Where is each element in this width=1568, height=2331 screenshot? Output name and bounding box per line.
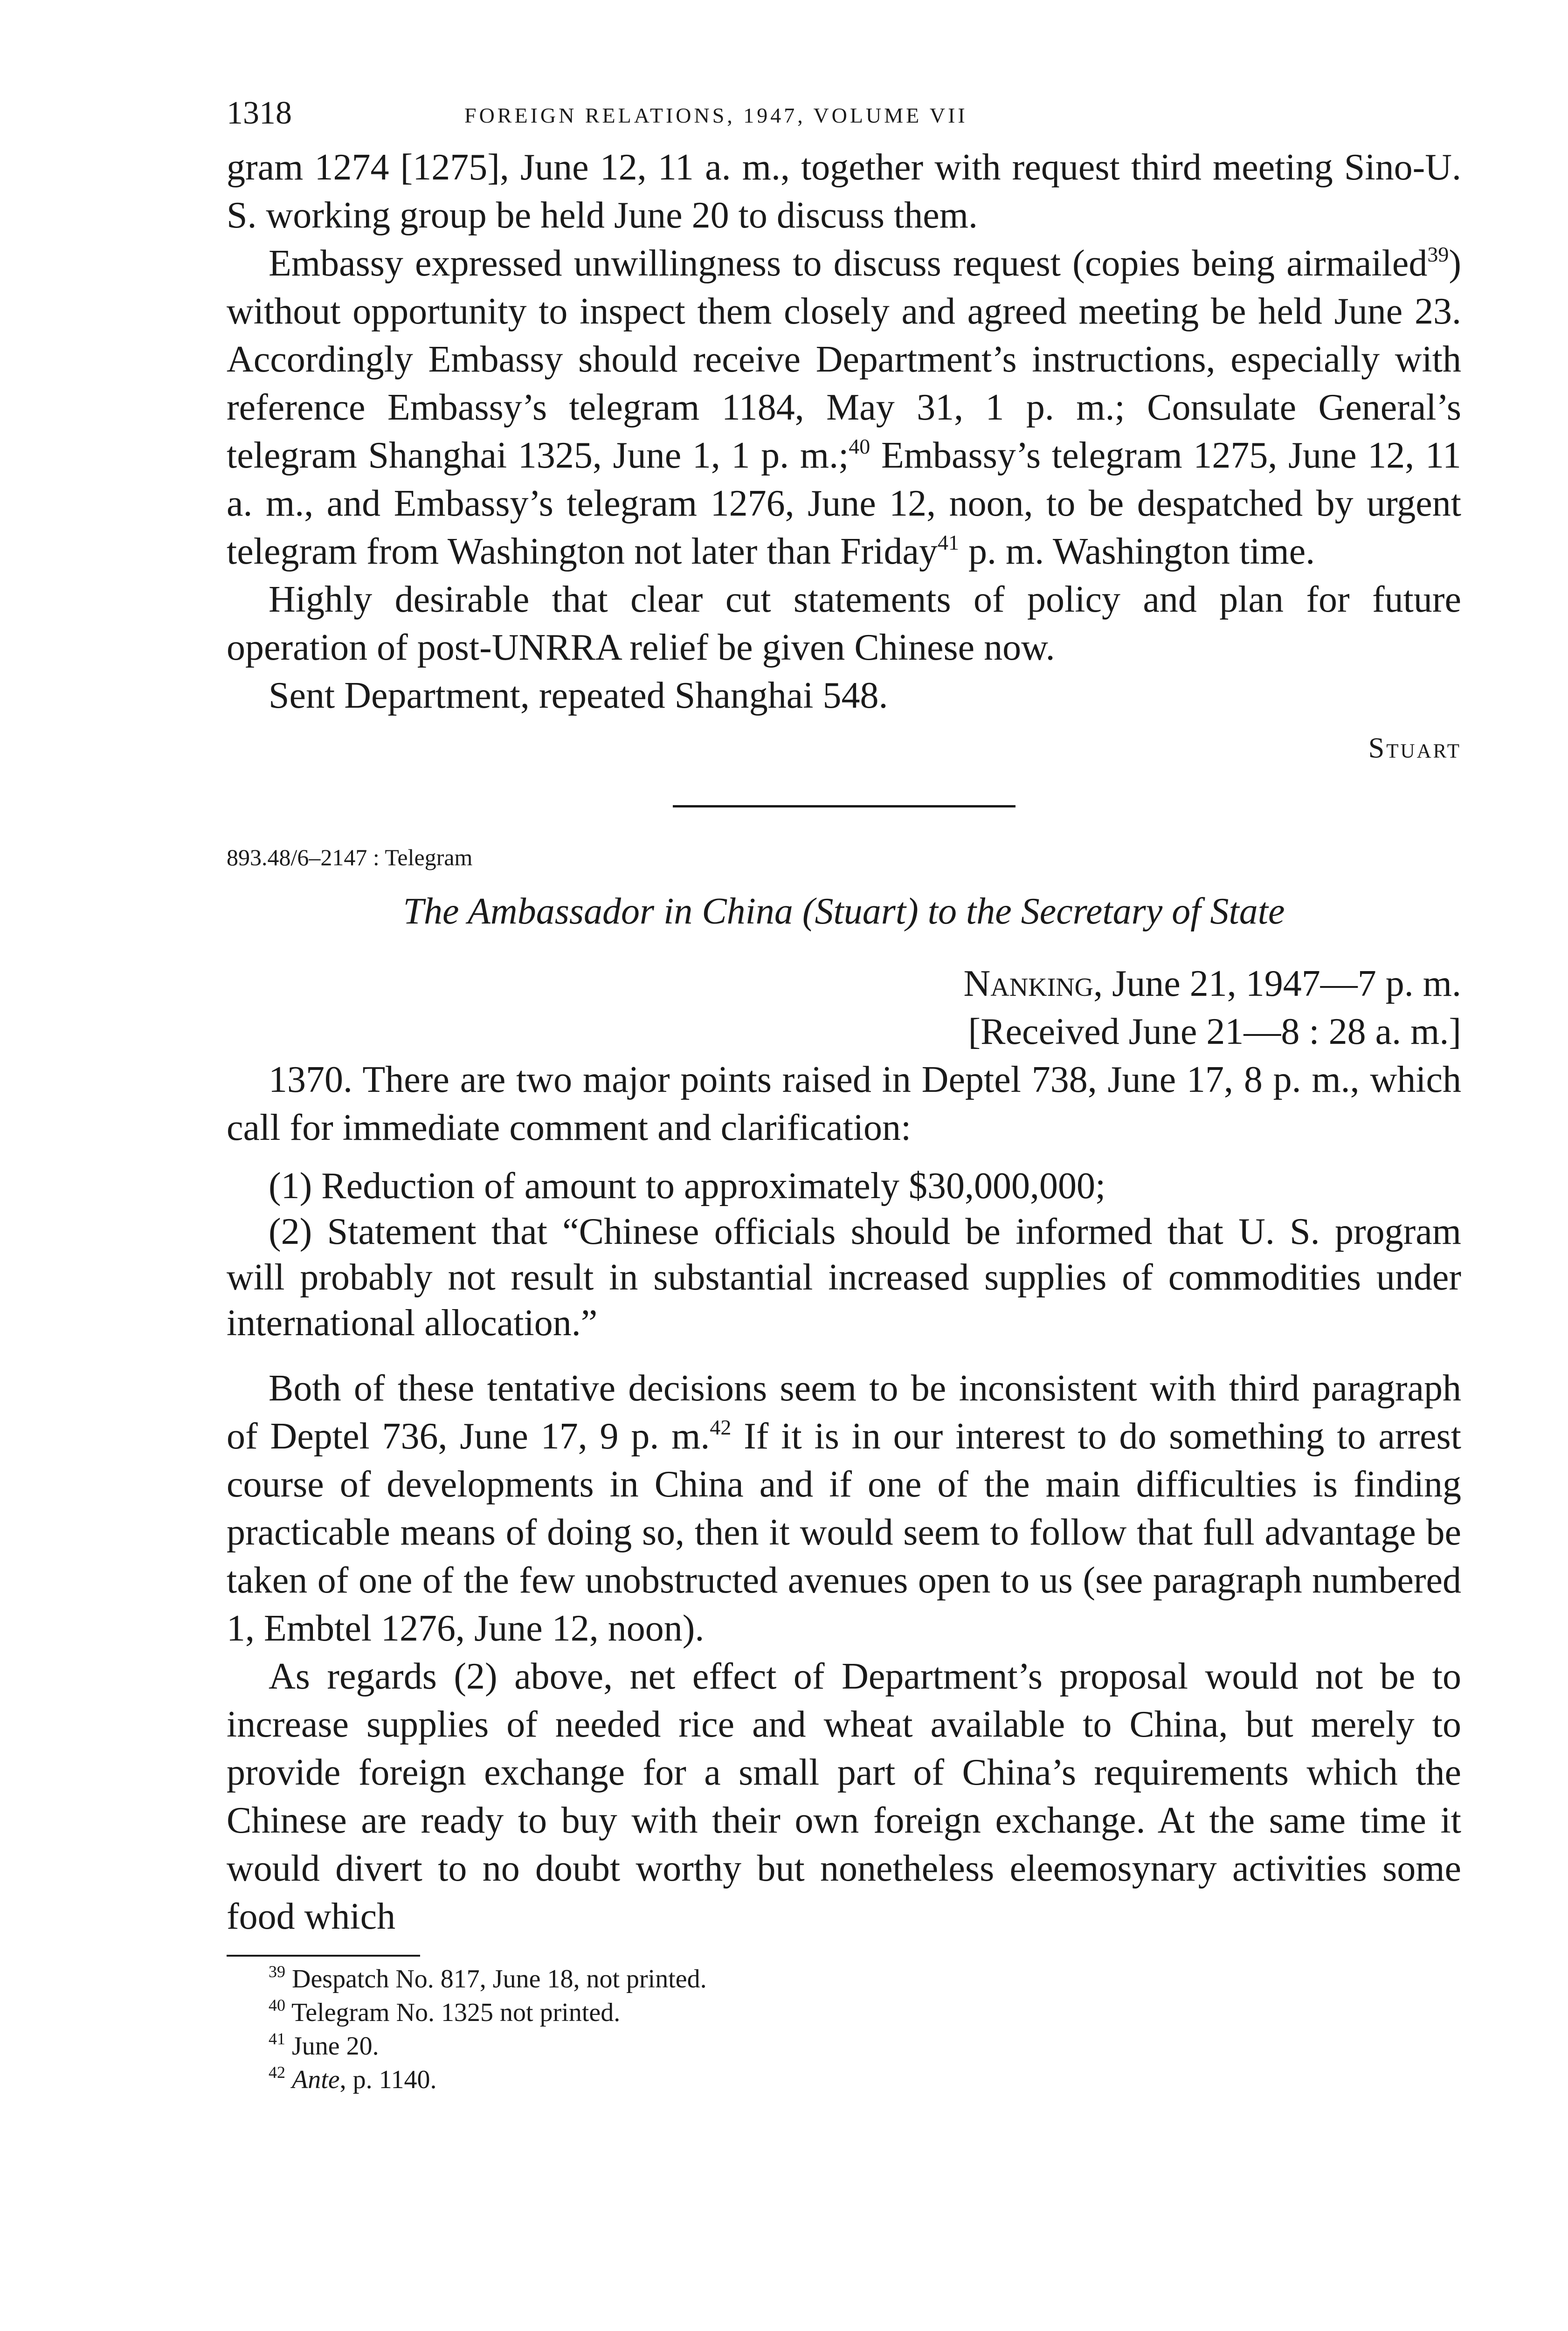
- paragraph: [227, 1365, 1461, 1653]
- page-number: 1318: [227, 95, 292, 131]
- footnote-text: June 20.: [285, 2032, 379, 2061]
- telegram-body: [227, 1056, 1461, 1152]
- file-reference: 893.48/6–2147 : Telegram: [227, 844, 473, 870]
- paragraph: Sent Department, repeated Shanghai 548.: [269, 675, 888, 716]
- list-item: (2) Statement that “Chinese officials should be informed that U. S. program will probably not result in substantial increased supplies of commodities under international allocation.”: [227, 1211, 1461, 1344]
- footnote-mark: 40: [269, 1996, 285, 2014]
- continued-telegram: [227, 144, 1461, 772]
- place-name: Nanking: [963, 963, 1094, 1004]
- list-item: (1) Reduction of amount to approximately $30,000,000;: [269, 1166, 1106, 1207]
- paragraph: As regards (2) above, net effect of Department’s proposal would not be to increase supplies of needed rice and wheat available to China, but merely to provide foreign exchange for a small part of China’s requirements which the Chinese are ready to buy with their own foreign exchange. At the same time it would divert to no doubt worthy but nonetheless eleemosynary activities some food which: [227, 1656, 1461, 1937]
- footnote: [269, 1996, 1461, 2029]
- footnote-divider: [227, 1955, 420, 1957]
- footnote-mark: 42: [269, 2063, 285, 2082]
- text-run: ) without opportunity to inspect them closely and agreed meeting be held June 23. Accordingly Embassy should receive Department’s instructions, especially with reference Embassy’s telegram 1184, May 31, 1 p. m.; Consulate General’s telegram Shanghai 1325, June 1, 1 p. m.;: [227, 243, 1461, 476]
- footnote-ref[interactable]: 41: [938, 531, 960, 554]
- running-head: FOREIGN RELATIONS, 1947, VOLUME VII: [464, 103, 968, 127]
- footnote-text: Telegram No. 1325 not printed.: [285, 1998, 621, 2027]
- footnote-space: [285, 2065, 292, 2094]
- footnote-ref[interactable]: 40: [849, 434, 870, 458]
- footnotes: [227, 1962, 1461, 2097]
- document-title: The Ambassador in China (Stuart) to the Secretary of State: [403, 891, 1285, 932]
- footnote-ref[interactable]: 39: [1427, 242, 1449, 266]
- footnote: [269, 2029, 1461, 2063]
- date-text: , June 21, 1947—7 p. m.: [1093, 963, 1461, 1004]
- text-run: Embassy’s telegram 1275, June 12, 11 a. m., and Embassy’s telegram 1276, June 12, noon, to be despatched by urgent telegram from Washington not later than Friday: [227, 435, 1461, 572]
- paragraph: 1370. There are two major points raised in Deptel 738, June 17, 8 p. m., which call for immediate comment and clarification:: [227, 1059, 1461, 1148]
- page-header: [227, 92, 1461, 144]
- footnote: [269, 2063, 1461, 2097]
- text-run: p. m. Washington time.: [959, 531, 1315, 572]
- footnote-text: , p. 1140.: [339, 2065, 437, 2094]
- signature: Stuart: [1368, 732, 1461, 764]
- received-line: [Received June 21—8 : 28 a. m.]: [968, 1011, 1461, 1052]
- section-divider: [673, 805, 1015, 807]
- paragraph: [227, 240, 1461, 576]
- text-run: Both of these tentative decisions seem to be inconsistent with third paragraph of Deptel 736, June 17, 9 p. m.: [227, 1368, 1461, 1457]
- footnote-ref[interactable]: 42: [710, 1415, 732, 1439]
- footnote-mark: 39: [269, 1962, 285, 1981]
- footnote-italic: Ante: [292, 2065, 340, 2094]
- dateline: [227, 960, 1461, 1008]
- paragraph: gram 1274 [1275], June 12, 11 a. m., together with request third meeting Sino-U. S. working group be held June 20 to discuss them.: [227, 147, 1461, 236]
- text-run: If it is in our interest to do something to arrest course of developments in China and if one of the main difficulties is finding practicable means of doing so, then it would seem to follow that full advantage be taken of one of the few unobstructed avenues open to us (see paragraph numbered 1, Embtel 1276, June 12, noon).: [227, 1416, 1462, 1649]
- paragraph: Highly desirable that clear cut statements of policy and plan for future operation of post-UNRRA relief be given Chinese now.: [227, 579, 1461, 668]
- footnote: [269, 1962, 1461, 1996]
- text-run: Embassy expressed unwillingness to discuss request (copies being airmailed: [269, 243, 1428, 284]
- document-page: [227, 92, 1461, 2097]
- footnote-text: Despatch No. 817, June 18, not printed.: [285, 1965, 707, 1993]
- footnote-mark: 41: [269, 2029, 285, 2048]
- telegram-body-continued: [227, 1365, 1461, 1941]
- numbered-points: [227, 1163, 1461, 1346]
